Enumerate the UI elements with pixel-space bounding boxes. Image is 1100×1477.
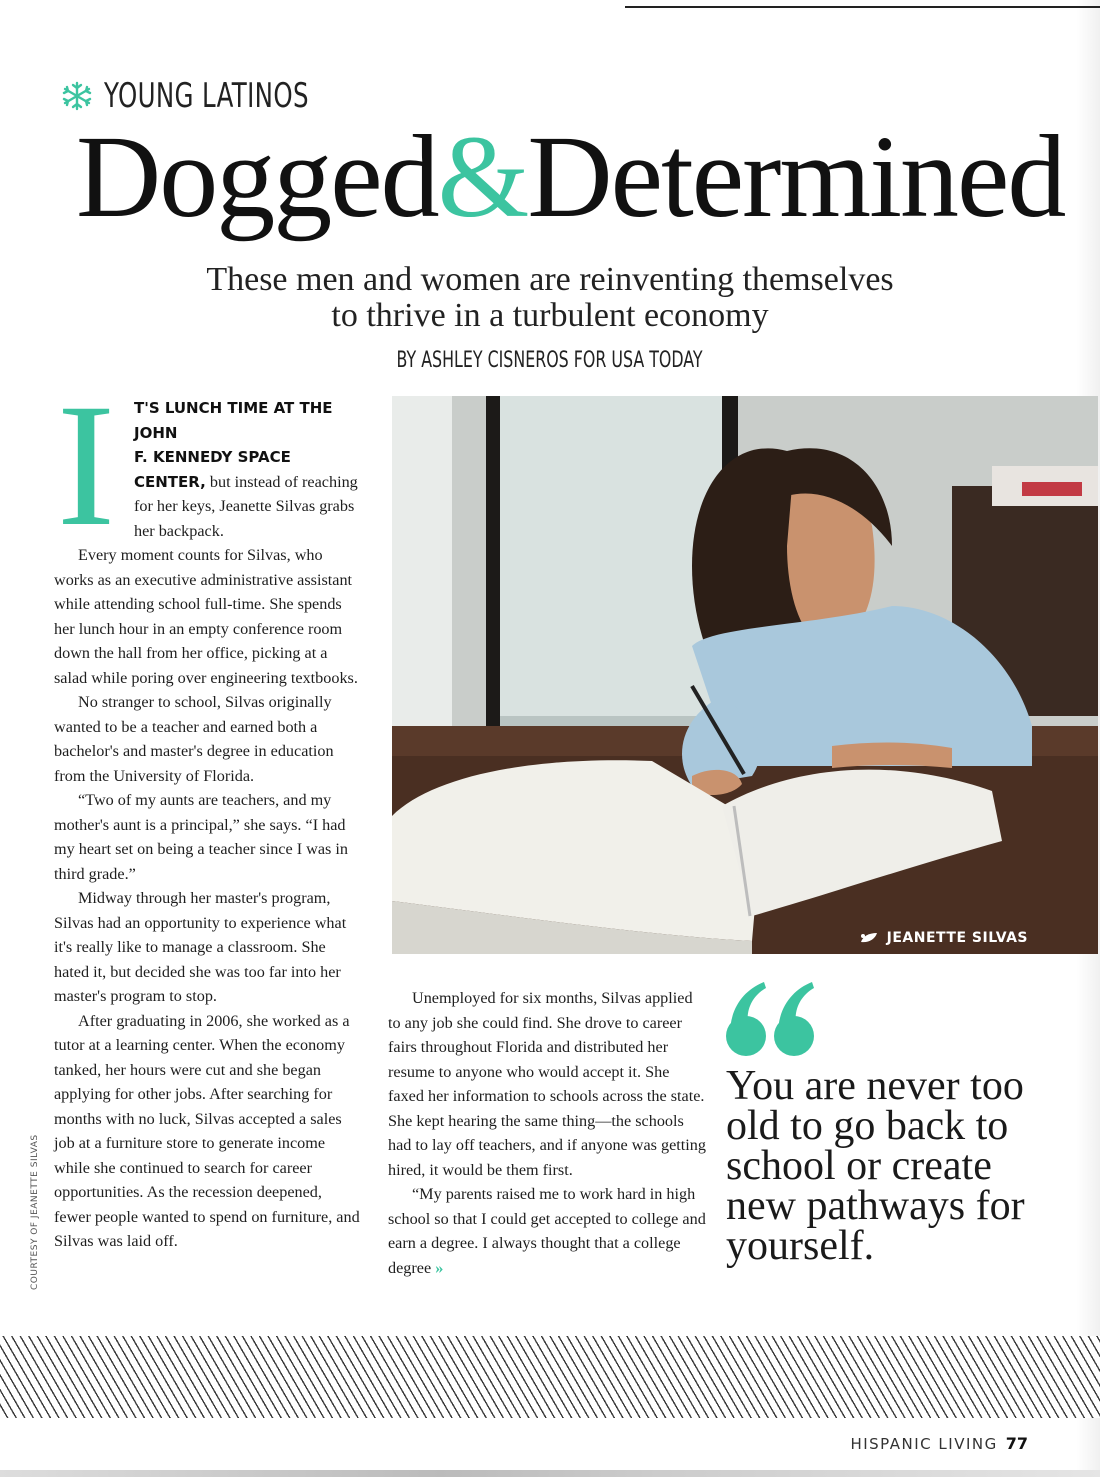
dek-line1: These men and women are reinventing themselves bbox=[206, 261, 894, 298]
page-number: 77 bbox=[1005, 1434, 1028, 1453]
paragraph: After graduating in 2006, she worked as a tutor at a learning center. When the economy tanked, her hours were cut and she began applying for other jobs. After searching for months with no luck, Silvas accepted a sales job at a furniture store to generate income while she continued to search for career opportunities. As the recession deepened, fewer people wanted to spend on furniture, and Silvas was laid off. bbox=[54, 1011, 360, 1250]
lead-caps-line2: F. KENNEDY SPACE CENTER, bbox=[134, 448, 291, 491]
lead-text: but instead of reaching for her keys, Jeanette Silvas grabs her backpack. bbox=[134, 472, 358, 540]
paragraph: No stranger to school, Silvas originally wanted to be a teacher and earned both a bachelor's and master's degree in education from the University of Florida. bbox=[54, 693, 334, 785]
photo-caption-text: JEANETTE SILVAS bbox=[886, 930, 1028, 946]
byline bbox=[120, 348, 980, 373]
paragraph: Every moment counts for Silvas, who works as an executive administrative assistant while attending school full-time. She spends her lunch hour in an empty conference room down the hall from her office, picking at a salad while poring over engineering textbooks. bbox=[54, 546, 358, 687]
publication-name: HISPANIC LIVING bbox=[850, 1435, 998, 1453]
headline-part1: Dogged bbox=[76, 111, 438, 242]
lead-caps-line1: T'S LUNCH TIME AT THE JOHN bbox=[134, 399, 333, 442]
pull-quote: You are never too old to go back to school or create new pathways for yourself. bbox=[726, 1063, 1025, 1269]
dropcap-letter bbox=[56, 368, 116, 563]
section-kicker bbox=[60, 76, 389, 116]
photo-credit: COURTESY OF JEANETTE SILVAS bbox=[30, 1134, 40, 1290]
paragraph: Midway through her master's program, Silvas had an opportunity to experience what it's really like to manage a classroom. She hated it, but decided she was too far into her master's program to stop. bbox=[54, 889, 347, 1005]
continue-arrow-icon: » bbox=[435, 1258, 444, 1277]
paragraph bbox=[388, 1182, 706, 1280]
headline bbox=[76, 111, 1065, 242]
quote-mark-icon bbox=[724, 978, 820, 1062]
paragraph: “Two of my aunts are teachers, and my mother's aunt is a principal,” she says. “I had my heart set on being a teacher since I was in third grade.” bbox=[54, 791, 348, 883]
paragraph-text: “My parents raised me to work hard in high school so that I could get accepted to college and earn a degree. I always thought that a college degree bbox=[388, 1185, 706, 1277]
photo-caption bbox=[859, 930, 1028, 946]
article-photo bbox=[392, 396, 1098, 954]
byline-text: BY ASHLEY CISNEROS FOR USA TODAY bbox=[396, 348, 704, 373]
section-label: YOUNG LATINOS bbox=[104, 76, 309, 116]
article-column-2 bbox=[388, 986, 706, 1280]
headline-ampersand: & bbox=[437, 111, 528, 242]
page-folio bbox=[850, 1434, 1028, 1453]
top-rule bbox=[625, 6, 1100, 8]
dropcap-glyph: I bbox=[56, 368, 116, 563]
leaf-ornament-icon bbox=[859, 931, 879, 945]
snowflake-ornament-icon bbox=[60, 79, 94, 113]
dek bbox=[120, 262, 980, 334]
photo-illustration bbox=[392, 396, 1098, 954]
bottom-edge bbox=[0, 1470, 1100, 1477]
headline-part2: Determined bbox=[527, 111, 1065, 242]
dek-line2: to thrive in a turbulent economy bbox=[331, 297, 769, 334]
paragraph: Unemployed for six months, Silvas applied to any job she could find. She drove to career fairs throughout Florida and distributed her resume to anyone who would accept it. She faxed her information to schools across the state. She kept hearing the same thing—the schools had to lay off teachers, and if anyone was getting hired, it would be them first. bbox=[388, 989, 706, 1179]
hatched-band bbox=[0, 1336, 1100, 1418]
